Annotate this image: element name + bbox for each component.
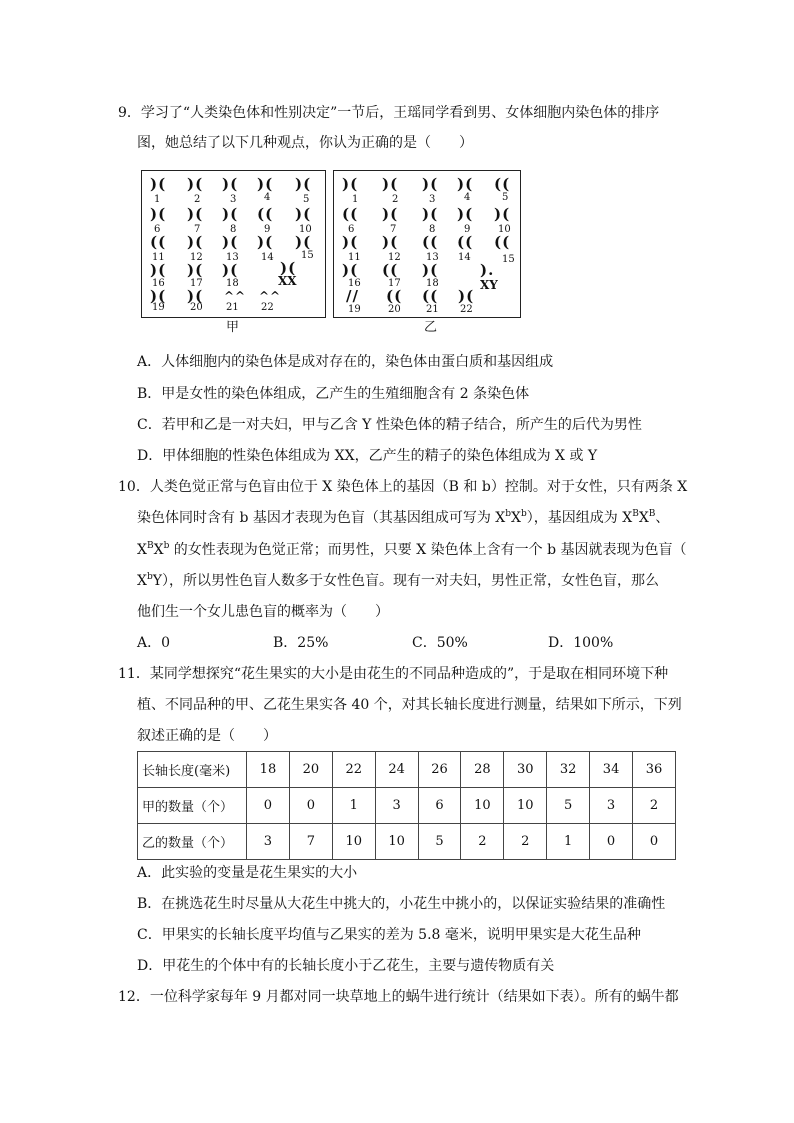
chromosome-number: 15 [502, 254, 515, 265]
table-cell: 乙的数量（个） [138, 824, 247, 860]
q9-option-c: C．若甲和乙是一对夫妇，甲与乙含 Y 性染色体的精子结合，所产生的后代为男性 [137, 417, 642, 433]
table-header-cell: 20 [289, 752, 332, 788]
chromosome-number: 6 [348, 224, 355, 235]
chromosome-number: 4 [264, 192, 271, 203]
table-cell: 1 [332, 788, 375, 824]
q10-stem-line5: 他们生一个女儿患色盲的概率为（ ） [137, 604, 389, 620]
table-header-cell: 22 [332, 752, 375, 788]
chromosome-pair: )( [422, 261, 439, 279]
chromosome-number: 10 [299, 224, 312, 235]
chromosome-number: 16 [348, 278, 361, 289]
chromosome-pair: )( [150, 175, 167, 193]
table-cell: 0 [590, 824, 633, 860]
chromosome-number: 22 [261, 302, 274, 313]
chromosome-pair: )( [295, 175, 312, 193]
chromosome-number: 8 [230, 224, 237, 235]
q9-option-a: A．人体细胞内的染色体是成对存在的，染色体由蛋白质和基因组成 [137, 354, 554, 370]
table-header-cell: 30 [504, 752, 547, 788]
peanut-length-table [137, 751, 676, 860]
q9-option-b: B．甲是女性的染色体组成，乙产生的生殖细胞含有 2 条染色体 [137, 386, 530, 402]
table-cell: 5 [547, 788, 590, 824]
q9-stem-line2: 图，她总结了以下几种观点，你认为正确的是（ ） [137, 135, 473, 151]
q11-stem-line3: 叙述正确的是（ ） [137, 728, 277, 744]
table-header-cell: 26 [418, 752, 461, 788]
table-header-row [138, 752, 676, 788]
chromosome-number: 1 [352, 194, 359, 205]
chromosome-pair: )( [458, 287, 475, 305]
table-cell: 3 [247, 824, 290, 860]
chromosome-pair: (( [422, 233, 439, 251]
chromosome-number: 3 [429, 194, 436, 205]
table-cell: 3 [375, 788, 418, 824]
chromosome-pair: )( [342, 175, 359, 193]
chromosome-number: 12 [190, 252, 203, 263]
chromosome-number: 21 [426, 304, 439, 315]
chromosome-number: 4 [464, 192, 471, 203]
table-cell: 2 [504, 824, 547, 860]
chromosome-pair: )( [342, 233, 359, 251]
table-cell: 2 [461, 824, 504, 860]
q11-stem-line2: 植、不同品种的甲、乙花生果实各 40 个，对其长轴长度进行测量，结果如下所示，下列 [137, 697, 682, 713]
q9-stem-line1: 9．学习了“人类染色体和性别决定”一节后，王瑶同学看到男、女体细胞内染色体的排序 [118, 105, 660, 121]
chromosome-pair: )( [422, 175, 439, 193]
table-cell: 0 [633, 824, 676, 860]
table-cell: 3 [590, 788, 633, 824]
chromosome-number: 14 [458, 252, 471, 263]
chromosome-number: 20 [388, 304, 401, 315]
q10-stem-line4: $X^bY$），所以男性色盲人数多于女性色盲。现有一对夫妇，男性正常，女性色盲，那么 [137, 572, 659, 589]
q11-option-a: A．此实验的变量是花生果实的大小 [137, 865, 358, 881]
chromosome-pair: )( [382, 233, 399, 251]
table-cell: 7 [289, 824, 332, 860]
chromosome-number: 13 [226, 252, 239, 263]
chromosome-pair: ^^ [224, 289, 247, 303]
chromosome-pair: )( [187, 205, 204, 223]
chromosome-number: 11 [152, 252, 165, 263]
sex-chromosome-label: XY [480, 278, 498, 292]
chromosome-pair: )( [257, 175, 274, 193]
chromosome-number: 8 [429, 224, 436, 235]
q10-option-d: D．100% [548, 635, 614, 651]
chromosome-number: 15 [301, 250, 314, 261]
chromosome-number: 12 [388, 252, 401, 263]
chromosome-number: 13 [426, 252, 439, 263]
chromosome-number: 22 [460, 304, 473, 315]
table-cell: 10 [461, 788, 504, 824]
table-cell: 10 [504, 788, 547, 824]
table-cell: 0 [247, 788, 290, 824]
chromosome-pair: )( [457, 175, 474, 193]
chromosome-number: 5 [502, 192, 509, 203]
q11-option-d: D．甲花生的个体中有的长轴长度小于乙花生，主要与遗传物质有关 [137, 958, 555, 974]
chromosome-pair: (( [342, 205, 359, 223]
table-header-cell: 24 [375, 752, 418, 788]
chromosome-pair: )( [187, 233, 204, 251]
q10-stem-line3: $X^BX^b$ 的女性表现为色觉正常；而男性，只要 X 染色体上含有一个 b 基因就表现为色盲（ [137, 541, 687, 558]
chromosome-number: 2 [392, 194, 399, 205]
chromosome-pair: (( [457, 233, 474, 251]
chromosome-pair: )( [150, 205, 167, 223]
karyotype-female-panel [141, 170, 326, 318]
chromosome-pair: )( [187, 287, 204, 305]
table-cell: 5 [418, 824, 461, 860]
table-row [138, 788, 676, 824]
table-header-cell: 34 [590, 752, 633, 788]
table-cell: 0 [289, 788, 332, 824]
chromosome-number: 10 [498, 224, 511, 235]
chromosome-pair: )( [150, 261, 167, 279]
chromosome-number: 17 [388, 278, 401, 289]
q10-stem-line1: 10．人类色觉正常与色盲由位于 X 染色体上的基因（B 和 b）控制。对于女性，只有两条 X [118, 479, 688, 495]
chromosome-pair: )( [150, 287, 167, 305]
q12-stem-line1: 12．一位科学家每年 9 月都对同一块草地上的蜗牛进行统计（结果如下表）。所有的蜗牛都 [118, 989, 679, 1005]
sex-chromosome-pair: )( [280, 259, 297, 277]
table-header-cell: 32 [547, 752, 590, 788]
q11-option-b: B．在挑选花生时尽量从大花生中挑大的，小花生中挑小的，以保证实验结果的准确性 [137, 896, 666, 912]
karyotype-male-caption: 乙 [424, 320, 438, 335]
chromosome-pair: )( [382, 205, 399, 223]
q11-option-c: C．甲果实的长轴长度平均值与乙果实的差为 5.8 毫米，说明甲果实是大花生品种 [137, 927, 641, 943]
chromosome-pair: )( [222, 261, 239, 279]
chromosome-number: 11 [348, 252, 361, 263]
chromosome-number: 9 [264, 224, 271, 235]
chromosome-pair: )( [187, 175, 204, 193]
chromosome-pair: (( [494, 233, 511, 251]
chromosome-pair: )( [222, 233, 239, 251]
chromosome-pair: (( [422, 287, 439, 305]
chromosome-pair: )( [422, 205, 439, 223]
chromosome-pair: (( [494, 175, 511, 193]
chromosome-pair: )( [494, 205, 511, 223]
chromosome-pair: )( [257, 233, 274, 251]
karyotype-male-panel [333, 170, 521, 318]
chromosome-number: 7 [390, 224, 397, 235]
chromosome-pair: // [346, 287, 359, 305]
table-header-cell: 28 [461, 752, 504, 788]
chromosome-pair: (( [386, 287, 403, 305]
chromosome-pair: ^^ [259, 289, 282, 303]
table-cell: 6 [418, 788, 461, 824]
chromosome-number: 17 [190, 278, 203, 289]
chromosome-number: 14 [261, 252, 274, 263]
table-row [138, 824, 676, 860]
table-header-cell: 36 [633, 752, 676, 788]
chromosome-number: 21 [226, 302, 239, 313]
karyotype-female-caption: 甲 [226, 320, 240, 335]
chromosome-number: 7 [194, 224, 201, 235]
chromosome-number: 19 [348, 304, 361, 315]
chromosome-number: 20 [190, 302, 203, 313]
chromosome-number: 16 [152, 278, 165, 289]
sex-chromosome-pair: ). [480, 261, 495, 279]
chromosome-pair: )( [295, 233, 312, 251]
q10-option-c: C．50% [412, 635, 468, 651]
q9-option-d: D．甲体细胞的性染色体组成为 XX，乙产生的精子的染色体组成为 X 或 Y [137, 448, 598, 464]
table-cell: 甲的数量（个） [138, 788, 247, 824]
chromosome-pair: )( [295, 205, 312, 223]
chromosome-pair: (( [150, 233, 167, 251]
chromosome-number: 18 [226, 278, 239, 289]
sex-chromosome-label: XX [278, 274, 297, 288]
chromosome-number: 5 [303, 194, 310, 205]
q10-option-b: B．25% [273, 635, 329, 651]
chromosome-number: 6 [154, 224, 161, 235]
chromosome-pair: (( [382, 261, 399, 279]
chromosome-pair: )( [187, 261, 204, 279]
q10-stem-line2: 染色体同时含有 b 基因才表现为色盲（其基因组成可写为 $X^bX^b$），基因组成为 $X^BX^B$、 [137, 509, 670, 526]
chromosome-pair: (( [257, 205, 274, 223]
chromosome-number: 2 [194, 194, 201, 205]
table-cell: 2 [633, 788, 676, 824]
chromosome-number: 1 [154, 194, 161, 205]
chromosome-pair: )( [457, 205, 474, 223]
chromosome-pair: )( [222, 175, 239, 193]
q10-option-a: A．0 [137, 635, 171, 651]
table-cell: 10 [375, 824, 418, 860]
chromosome-number: 3 [230, 194, 237, 205]
chromosome-pair: )( [382, 175, 399, 193]
chromosome-pair: )( [222, 205, 239, 223]
chromosome-number: 18 [426, 278, 439, 289]
q11-stem-line1: 11．某同学想探究“花生果实的大小是由花生的不同品种造成的”，于是取在相同环境下种 [118, 666, 669, 682]
chromosome-number: 19 [152, 302, 165, 313]
table-header-cell: 18 [247, 752, 290, 788]
table-cell: 1 [547, 824, 590, 860]
table-cell: 10 [332, 824, 375, 860]
chromosome-number: 9 [464, 224, 471, 235]
chromosome-pair: )( [342, 261, 359, 279]
table-header-cell: 长轴长度(毫米) [138, 752, 247, 788]
